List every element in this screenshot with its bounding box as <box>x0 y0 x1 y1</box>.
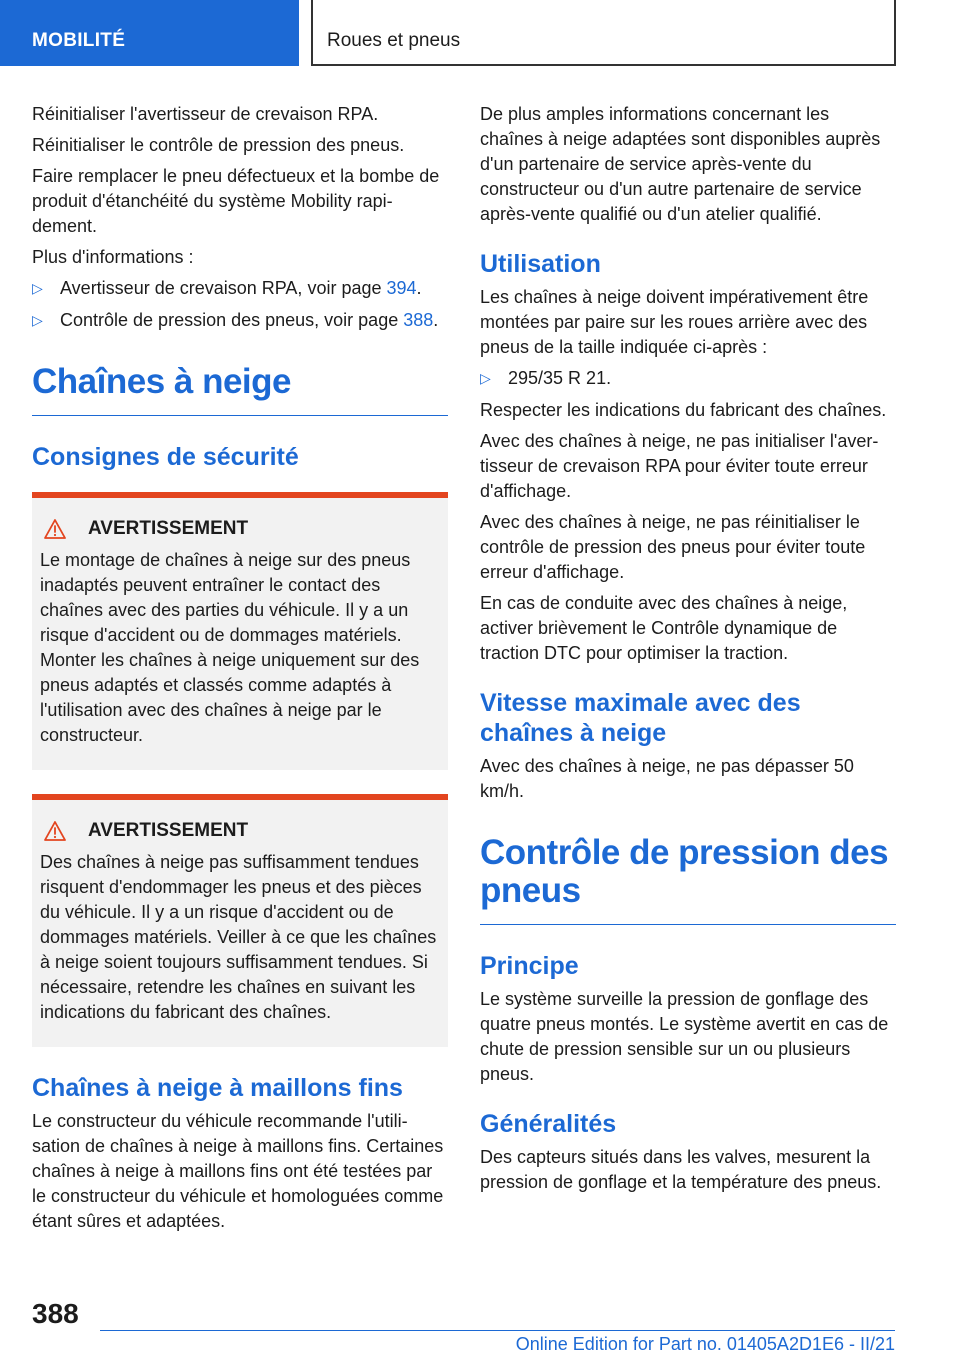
paragraph: Respecter les indications du fabricant des chaînes. <box>480 400 887 420</box>
section-tab: MOBILITÉ <box>0 0 299 66</box>
paragraph: Avec des chaînes à neige, ne pas dépasser 50 km/h. <box>480 756 854 801</box>
page-header <box>0 0 960 66</box>
page-link[interactable]: 388 <box>403 310 434 330</box>
list-item: ▷ 295/35 R 21. <box>480 366 896 391</box>
warning-box <box>32 492 448 770</box>
triangle-bullet-icon: ▷ <box>480 370 491 386</box>
warning-text: Des chaînes à neige pas suffisamment tendues risquent d'endommager les pneus et des pièces du véhicule. Il y a un risque d'accident ou de dommages matériels. Veiller à ce que les chaînes à neige soient toujours suffisamment tendues. Si nécessaire, retendre les chaînes en suivant les indications du fabricant des chaînes. <box>40 852 437 1022</box>
info-list <box>32 276 448 333</box>
list-item: ▷ Avertisseur de crevaison RPA, voir page 394. <box>32 276 448 301</box>
warning-box <box>32 794 448 1047</box>
paragraph: Réinitialiser l'avertisseur de crevaison RPA. <box>32 104 379 124</box>
paragraph: Le système surveille la pression de gonflage des quatre pneus montés. Le système avertit en cas de chute de pression sensible sur un ou plusieurs pneus. <box>480 989 889 1084</box>
heading-block <box>480 834 896 925</box>
warning-title: AVERTISSEMENT <box>40 518 440 540</box>
page-link[interactable]: 394 <box>386 278 417 298</box>
heading-block <box>32 363 448 416</box>
right-column <box>480 102 896 1201</box>
paragraph: Plus d'informations : <box>32 247 194 267</box>
paragraph: Avec des chaînes à neige, ne pas réinitialiser le contrôle de pression des pneus pour éviter toute erreur d'affichage. <box>480 512 866 582</box>
warning-title: AVERTISSEMENT <box>40 820 440 842</box>
list-item: ▷ Contrôle de pression des pneus, voir page 388. <box>32 308 448 333</box>
warning-icon <box>44 519 66 539</box>
paragraph: Le constructeur du véhicule recommande l'utilisation de chaînes à neige à maillons fins. Certaines chaînes à neige à maillons fins ont été testées par le constructeur du véhicule et homologuées comme étant sûres et adaptées. <box>32 1111 444 1231</box>
triangle-bullet-icon: ▷ <box>32 280 43 296</box>
size-list <box>480 366 896 391</box>
paragraph: En cas de conduite avec des chaînes à neige, activer brièvement le Contrôle dynamique de traction DTC pour optimiser la traction. <box>480 593 848 663</box>
subheading: Consignes de sécurité <box>32 443 299 471</box>
warning-text: Le montage de chaînes à neige sur des pneus inadaptés peuvent entraîner le contact des chaînes avec des parties du véhicule. Il y a un risque d'accident ou de dommages matériels. Monter les chaînes à neige uniquement sur des pneus adaptés et classés comme adaptés à l'utilisation avec des chaînes à neige par le constructeur. <box>40 550 420 745</box>
subheading: Chaînes à neige à maillons fins <box>32 1074 403 1102</box>
paragraph: Avec des chaînes à neige, ne pas initialiser l'avertisseur de crevaison RPA pour éviter toute erreur d'affichage. <box>480 431 879 501</box>
subheading: Utilisation <box>480 250 601 278</box>
paragraph: Des capteurs situés dans les valves, mesurent la pression de gonflage et la température des pneus. <box>480 1147 882 1192</box>
edition-text: Online Edition for Part no. 01405A2D1E6 - II/21 <box>515 1334 895 1354</box>
footer-divider <box>100 1330 895 1331</box>
subheading: Vitesse maximale avec des chaînes à neige <box>480 689 801 747</box>
paragraph: Les chaînes à neige doivent impérativement être montées par paire sur les roues arrière avec des pneus de la taille indiquée ci-après : <box>480 287 869 357</box>
subheading: Généralités <box>480 1110 617 1138</box>
page-number: 388 <box>32 1298 79 1329</box>
paragraph: De plus amples informations concernant les chaînes à neige adaptées sont disponibles auprès d'un partenaire de service après-vente du constructeur ou d'un autre partenaire de service après-vente qualifié ou d'un atelier qualifié. <box>480 104 881 224</box>
triangle-bullet-icon: ▷ <box>32 312 43 328</box>
subheading: Principe <box>480 952 579 980</box>
paragraph: Faire remplacer le pneu défectueux et la bombe de produit d'étanchéité du système Mobility rapidement. <box>32 166 440 236</box>
chapter-title: Roues et pneus <box>311 0 896 66</box>
paragraph: Réinitialiser le contrôle de pression des pneus. <box>32 135 405 155</box>
main-heading: Chaînes à neige <box>32 362 291 401</box>
main-heading: Contrôle de pression des pneus <box>480 833 889 910</box>
left-column <box>32 102 448 1240</box>
warning-icon <box>44 821 66 841</box>
